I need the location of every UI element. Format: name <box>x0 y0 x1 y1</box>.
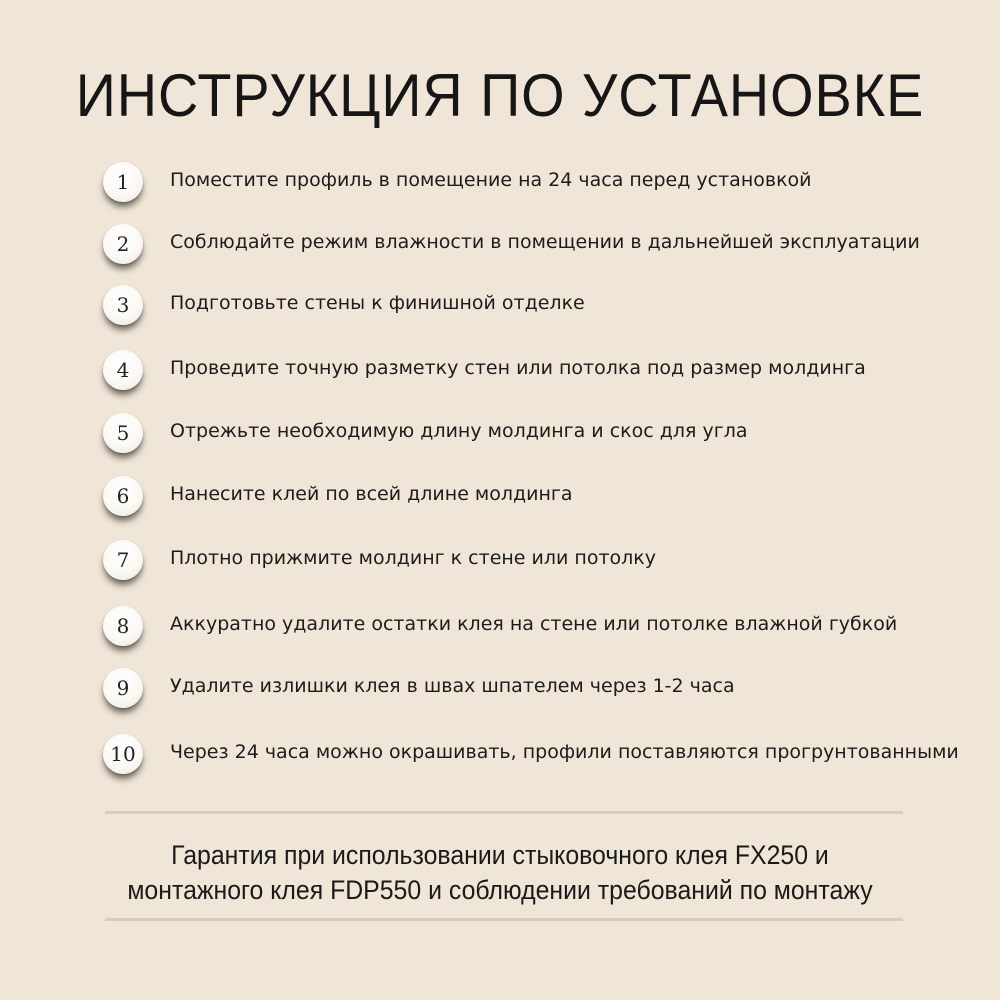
step-text: Через 24 часа можно окрашивать, профили поставляются прогрунтованными <box>170 741 959 763</box>
list-item <box>103 540 963 592</box>
guarantee-line-2: монтажного клея FDP550 и соблюдении требований по монтажу <box>127 875 873 905</box>
step-text: Подготовьте стены к финишной отделке <box>170 292 585 314</box>
guarantee-note <box>40 838 960 908</box>
list-item <box>103 350 963 402</box>
step-text: Нанесите клей по всей длине молдинга <box>170 483 573 505</box>
list-item <box>103 224 963 276</box>
step-text: Проведите точную разметку стен или потолка под размер молдинга <box>170 357 866 379</box>
step-text: Поместите профиль в помещение на 24 часа перед установкой <box>170 169 812 191</box>
list-item <box>103 606 963 658</box>
step-number-badge: 7 <box>103 540 143 580</box>
step-number-badge: 4 <box>103 350 143 390</box>
step-text: Плотно прижмите молдинг к стене или потолку <box>170 547 657 569</box>
step-text: Соблюдайте режим влажности в помещении в дальнейшей эксплуатации <box>170 231 920 253</box>
page-title: ИНСТРУКЦИЯ ПО УСТАНОВКЕ <box>75 62 925 129</box>
list-item <box>103 285 963 337</box>
step-number-badge: 6 <box>103 476 143 516</box>
step-text: Аккуратно удалите остатки клея на стене или потолке влажной губкой <box>170 613 898 635</box>
step-text: Удалите излишки клея в швах шпателем через 1-2 часа <box>170 675 735 697</box>
list-item <box>103 162 963 214</box>
step-number-badge: 8 <box>103 606 143 646</box>
step-number-badge: 5 <box>103 413 143 453</box>
list-item <box>103 668 963 720</box>
list-item <box>103 413 963 465</box>
step-number-badge: 10 <box>103 734 143 774</box>
step-text: Отрежьте необходимую длину молдинга и скос для угла <box>170 420 748 442</box>
divider-top <box>105 811 903 814</box>
step-number-badge: 3 <box>103 285 143 325</box>
list-item <box>103 476 963 528</box>
guarantee-line-1: Гарантия при использовании стыковочного клея FX250 и <box>171 840 829 870</box>
divider-bottom <box>105 918 903 921</box>
step-number-badge: 9 <box>103 668 143 708</box>
list-item <box>103 734 963 786</box>
step-number-badge: 1 <box>103 162 143 202</box>
step-number-badge: 2 <box>103 224 143 264</box>
